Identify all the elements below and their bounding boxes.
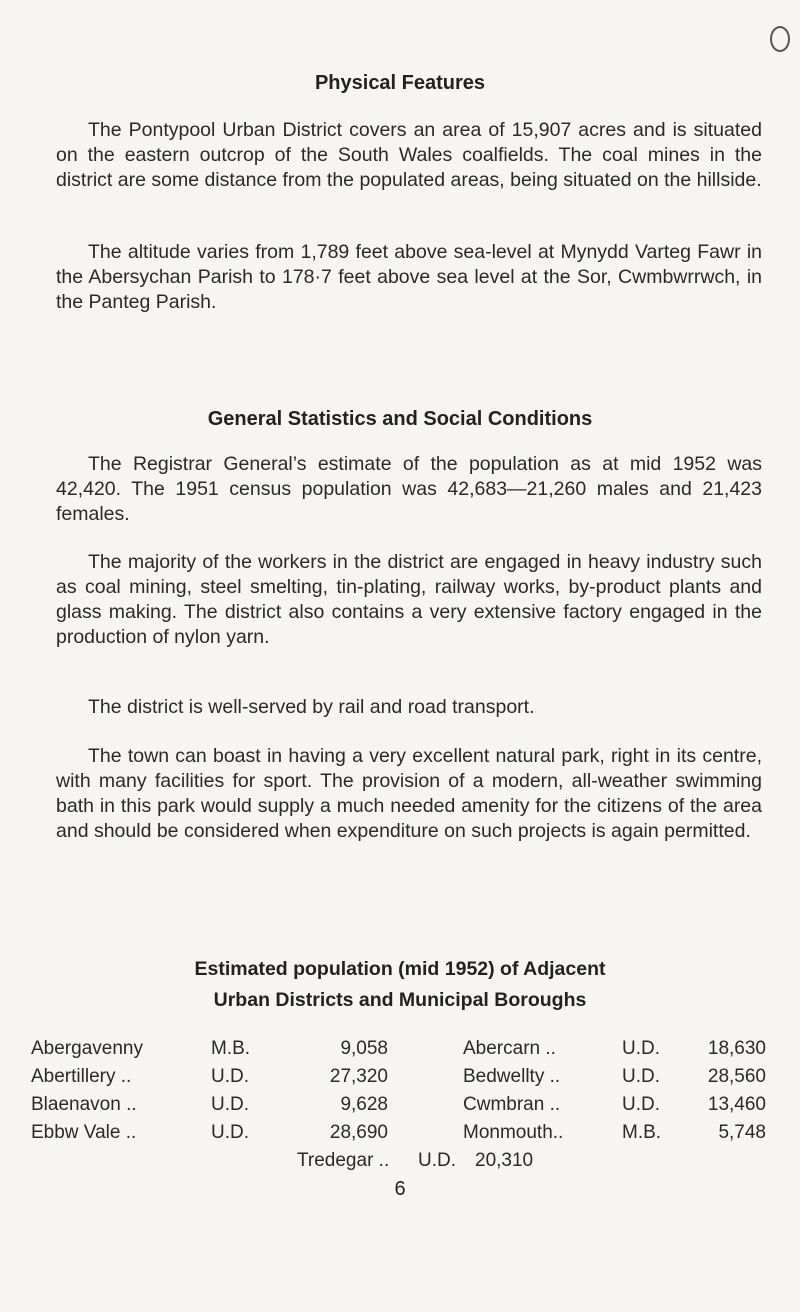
district-name: Blaenavon ..: [31, 1094, 137, 1115]
general-para-1: The Registrar General’s estimate of the population as at mid 1952 was 42,420. The 1951 census population was 42,683—21,260 males and 21,423 females.: [56, 453, 762, 525]
general-para-3: The district is well-served by rail and road transport.: [88, 696, 535, 718]
district-type: U.D.: [211, 1066, 249, 1087]
district-type: U.D.: [418, 1150, 456, 1171]
district-type: M.B.: [622, 1122, 662, 1143]
table-heading-line-1: Estimated population (mid 1952) of Adjacent: [194, 958, 606, 980]
district-population: 28,560: [707, 1066, 766, 1087]
punch-hole: [770, 26, 790, 52]
district-type: U.D.: [622, 1094, 660, 1115]
district-name: Abergavenny: [31, 1038, 143, 1059]
page-number: 6: [394, 1178, 406, 1200]
district-name: Abertillery ..: [31, 1066, 132, 1087]
district-population: 9,628: [340, 1094, 388, 1115]
district-population: 18,630: [707, 1038, 766, 1059]
district-name: Monmouth..: [463, 1122, 564, 1143]
general-statistics-heading: General Statistics and Social Conditions: [207, 408, 593, 430]
district-name: Bedwellty ..: [463, 1066, 561, 1087]
physical-para-2: The altitude varies from 1,789 feet above sea-level at Mynydd Varteg Fawr in the Abersychan Parish to 178·7 feet above sea level at the Sor, Cwmbwrrwch, in the Panteg Parish.: [56, 241, 762, 313]
district-name: Cwmbran ..: [463, 1094, 561, 1115]
district-type: U.D.: [622, 1066, 660, 1087]
table-heading: [0, 954, 800, 1016]
district-type: U.D.: [622, 1038, 660, 1059]
district-name: Abercarn ..: [463, 1038, 556, 1059]
district-name: Tredegar ..: [297, 1150, 390, 1171]
district-population: 5,748: [718, 1122, 766, 1143]
district-population: 28,690: [329, 1122, 388, 1143]
table-heading-line-2: Urban Districts and Municipal Boroughs: [213, 989, 587, 1011]
district-type: M.B.: [211, 1038, 251, 1059]
district-population: 9,058: [340, 1038, 388, 1059]
district-type: U.D.: [211, 1122, 249, 1143]
district-population: 13,460: [707, 1094, 766, 1115]
district-name: Ebbw Vale ..: [31, 1122, 137, 1143]
general-para-4: The town can boast in having a very excellent natural park, right in its centre, with many facilities for sport. The provision of a modern, all-weather swimming bath in this park would supply a much needed amenity for the citizens of the area and should be considered when expenditure on such projects is again permitted.: [56, 745, 762, 842]
physical-features-heading: Physical Features: [314, 72, 486, 94]
district-population: 20,310: [475, 1150, 534, 1171]
general-para-2: The majority of the workers in the district are engaged in heavy industry such as coal mining, steel smelting, tin-plating, railway works, by-product plants and glass making. The district also contains a very extensive factory engaged in the production of nylon yarn.: [56, 551, 762, 648]
physical-para-1: The Pontypool Urban District covers an area of 15,907 acres and is situated on the eastern outcrop of the South Wales coalfields. The coal mines in the district are some distance from the populated areas, being situated on the hillside.: [56, 119, 762, 191]
district-type: U.D.: [211, 1094, 249, 1115]
district-population: 27,320: [329, 1066, 388, 1087]
